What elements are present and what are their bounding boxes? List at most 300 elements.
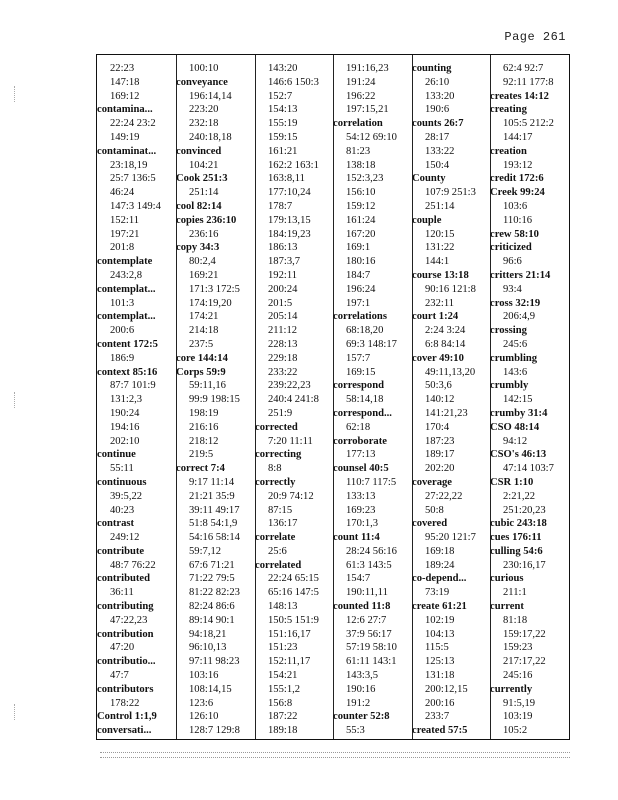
index-reference: 155:19 (268, 118, 298, 130)
index-term: context 85:16 (97, 366, 158, 378)
margin-mark (14, 86, 19, 102)
index-reference: 152:11 (110, 214, 140, 226)
index-reference: 90:16 121:8 (425, 283, 476, 295)
index-term: contributio... (97, 656, 156, 668)
index-reference: 150:4 (425, 159, 450, 171)
index-term: convinced (176, 145, 222, 157)
index-term: court 1:24 (412, 311, 459, 323)
index-reference: 154:13 (268, 104, 298, 116)
footer-rule (100, 752, 570, 753)
index-reference: 59:7,12 (189, 545, 222, 557)
index-term: created 57:5 (412, 725, 468, 737)
index-reference: 170:4 (425, 421, 450, 433)
index-term: crumbly (490, 380, 529, 392)
index-reference: 131:2,3 (110, 394, 143, 406)
index-reference: 126:10 (189, 711, 219, 723)
index-term: correct 7:4 (176, 463, 225, 475)
index-reference: 108:14,15 (189, 683, 232, 695)
footer-rule (100, 757, 570, 758)
index-term: contemplat... (97, 311, 156, 323)
index-reference: 179:13,15 (268, 214, 311, 226)
index-term: counting (412, 63, 452, 74)
index-reference: 186:13 (268, 242, 298, 254)
index-column-1 (97, 62, 176, 738)
index-reference: 80:2,4 (189, 256, 216, 268)
index-reference: 201:5 (268, 297, 293, 309)
index-term: curious (490, 573, 524, 585)
index-reference: 7:20 11:11 (268, 435, 313, 447)
index-term: contaminat... (97, 145, 157, 157)
index-reference: 55:11 (110, 463, 134, 475)
index-reference: 54:16 58:14 (189, 532, 240, 544)
index-term: counter 52:8 (333, 711, 390, 723)
index-term: current (490, 601, 524, 613)
index-reference: 110:7 117:5 (346, 476, 397, 488)
index-term: contrast (97, 518, 135, 530)
index-reference: 103:6 (503, 200, 528, 212)
index-term: culling 54:6 (490, 545, 543, 557)
index-reference: 110:16 (503, 214, 533, 226)
index-reference: 144:1 (425, 256, 450, 268)
index-column-4 (333, 62, 412, 738)
index-reference: 25:6 (268, 545, 287, 557)
index-term: criticized (490, 242, 532, 254)
index-reference: 178:7 (268, 200, 293, 212)
index-reference: 169:15 (346, 366, 376, 378)
index-reference: 92:11 177:8 (503, 76, 554, 88)
index-term: CSO's 46:13 (490, 449, 547, 461)
index-reference: 232:11 (425, 297, 455, 309)
index-reference: 87:15 (268, 504, 293, 516)
index-reference: 163:8,11 (268, 173, 305, 185)
index-reference: 156:10 (346, 187, 376, 199)
index-reference: 189:24 (425, 559, 455, 571)
index-reference: 96:10,13 (189, 642, 227, 654)
index-reference: 20:9 74:12 (268, 490, 314, 502)
index-term: Control 1:1,9 (97, 711, 157, 723)
margin-mark (14, 392, 19, 408)
index-term: correlations (333, 311, 387, 323)
index-reference: 94:18,21 (189, 628, 227, 640)
index-reference: 133:22 (425, 145, 455, 157)
index-reference: 189:18 (268, 725, 298, 737)
index-reference: 196:14,14 (189, 90, 232, 102)
index-reference: 169:1 (346, 242, 371, 254)
index-term: correctly (255, 476, 296, 488)
index-reference: 87:7 101:9 (110, 380, 156, 392)
index-reference: 81:23 (346, 145, 371, 157)
index-reference: 202:10 (110, 435, 140, 447)
index-reference: 197:21 (110, 228, 140, 240)
index-reference: 191:24 (346, 76, 376, 88)
index-reference: 198:19 (189, 407, 219, 419)
index-reference: 159:12 (346, 200, 376, 212)
index-reference: 240:18,18 (189, 131, 232, 143)
index-term: contribution (97, 628, 154, 640)
index-reference: 193:12 (503, 159, 533, 171)
index-reference: 171:3 172:5 (189, 283, 240, 295)
index-term: continue (97, 449, 136, 461)
index-reference: 73:19 (425, 587, 450, 599)
index-term: contributing (97, 601, 154, 613)
index-reference: 170:1,3 (346, 518, 379, 530)
index-term: credit 172:6 (490, 173, 544, 185)
index-reference: 61:11 143:1 (346, 656, 397, 668)
index-reference: 155:1,2 (268, 683, 301, 695)
index-reference: 47:7 (110, 670, 129, 682)
index-reference: 229:18 (268, 352, 298, 364)
index-reference: 214:18 (189, 325, 219, 337)
index-reference: 162:2 163:1 (268, 159, 319, 171)
index-term: corroborate (333, 435, 387, 447)
index-reference: 58:14,18 (346, 394, 384, 406)
index-reference: 37:9 56:17 (346, 628, 392, 640)
index-reference: 190:11,11 (346, 587, 388, 599)
index-term: continuous (97, 476, 147, 488)
index-reference: 128:7 129:8 (189, 725, 240, 737)
index-reference: 120:15 (425, 228, 455, 240)
index-term: CSO 48:14 (490, 421, 540, 433)
index-term: Creek 99:24 (490, 187, 545, 199)
index-reference: 148:13 (268, 601, 298, 613)
index-reference: 140:12 (425, 394, 455, 406)
index-reference: 243:2,8 (110, 269, 143, 281)
index-reference: 105:5 212:2 (503, 118, 554, 130)
index-column-6 (490, 62, 569, 738)
index-reference: 39:11 49:17 (189, 504, 240, 516)
index-reference: 49:11,13,20 (425, 366, 476, 378)
index-term: course 13:18 (412, 269, 469, 281)
index-reference: 101:3 (110, 297, 135, 309)
index-term: cross 32:19 (490, 297, 541, 309)
index-reference: 25:7 136:5 (110, 173, 156, 185)
index-reference: 146:6 150:3 (268, 76, 319, 88)
index-term: correlated (255, 559, 302, 571)
index-reference: 50:3,6 (425, 380, 452, 392)
index-term: Corps 59:9 (176, 366, 226, 378)
index-term: correspond (333, 380, 385, 392)
index-reference: 40:23 (110, 504, 135, 516)
index-reference: 91:5,19 (503, 697, 536, 709)
index-reference: 62:18 (346, 421, 371, 433)
index-reference: 103:16 (189, 670, 219, 682)
index-reference: 202:20 (425, 463, 455, 475)
index-term: copy 34:3 (176, 242, 220, 254)
index-reference: 144:17 (503, 131, 533, 143)
index-reference: 152:3,23 (346, 173, 384, 185)
index-reference: 191:16,23 (346, 63, 389, 74)
index-reference: 190:24 (110, 407, 140, 419)
index-reference: 143:6 (503, 366, 528, 378)
margin-mark (14, 704, 19, 720)
index-reference: 184:7 (346, 269, 371, 281)
word-index-table (96, 54, 570, 740)
index-term: conversati... (97, 725, 152, 737)
index-term: couple (412, 214, 442, 226)
index-reference: 68:18,20 (346, 325, 384, 337)
index-reference: 201:8 (110, 242, 135, 254)
index-reference: 150:5 151:9 (268, 614, 319, 626)
index-term: contemplate (97, 256, 153, 268)
index-reference: 94:12 (503, 435, 528, 447)
index-reference: 62:4 92:7 (503, 63, 544, 74)
index-reference: 184:19,23 (268, 228, 311, 240)
index-reference: 233:22 (268, 366, 298, 378)
index-reference: 223:20 (189, 104, 219, 116)
index-reference: 59:11,16 (189, 380, 226, 392)
index-reference: 251:20,23 (503, 504, 546, 516)
index-reference: 218:12 (189, 435, 219, 447)
index-reference: 133:20 (425, 90, 455, 102)
index-reference: 219:5 (189, 449, 214, 461)
index-reference: 47:22,23 (110, 614, 148, 626)
index-reference: 71:22 79:5 (189, 573, 235, 585)
index-term: cubic 243:18 (490, 518, 547, 530)
index-term: counsel 40:5 (333, 463, 389, 475)
index-reference: 123:6 (189, 697, 214, 709)
index-term: crew 58:10 (490, 228, 539, 240)
index-term: currently (490, 683, 533, 695)
index-reference: 156:8 (268, 697, 293, 709)
index-reference: 190:16 (346, 683, 376, 695)
index-reference: 236:16 (189, 228, 219, 240)
index-term: crossing (490, 325, 527, 337)
index-term: correlate (255, 532, 296, 544)
index-reference: 36:11 (110, 587, 134, 599)
index-reference: 197:15,21 (346, 104, 389, 116)
index-reference: 147:18 (110, 76, 140, 88)
index-reference: 12:6 27:7 (346, 614, 387, 626)
index-reference: 190:6 (425, 104, 450, 116)
index-reference: 154:21 (268, 670, 298, 682)
index-reference: 189:17 (425, 449, 455, 461)
index-reference: 187:3,7 (268, 256, 301, 268)
index-reference: 104:13 (425, 628, 455, 640)
index-reference: 159:23 (503, 642, 533, 654)
index-term: critters 21:14 (490, 269, 551, 281)
index-reference: 154:7 (346, 573, 371, 585)
index-reference: 28:24 56:16 (346, 545, 397, 557)
index-reference: 206:4,9 (503, 311, 536, 323)
index-reference: 23:18,19 (110, 159, 148, 171)
index-reference: 196:22 (346, 90, 376, 102)
index-reference: 200:16 (425, 697, 455, 709)
index-reference: 26:10 (425, 76, 450, 88)
index-reference: 169:18 (425, 545, 455, 557)
index-reference: 157:7 (346, 352, 371, 364)
index-reference: 143:20 (268, 63, 298, 74)
index-reference: 81:18 (503, 614, 528, 626)
index-reference: 151:23 (268, 642, 298, 654)
index-reference: 191:2 (346, 697, 371, 709)
index-term: count 11:4 (333, 532, 380, 544)
index-reference: 174:21 (189, 311, 219, 323)
index-reference: 9:17 11:14 (189, 476, 235, 488)
index-reference: 96:6 (503, 256, 522, 268)
index-reference: 2:24 3:24 (425, 325, 466, 337)
index-reference: 187:22 (268, 711, 298, 723)
index-reference: 2:21,22 (503, 490, 536, 502)
index-term: crumbling (490, 352, 538, 364)
index-reference: 57:19 58:10 (346, 642, 397, 654)
index-reference: 67:6 71:21 (189, 559, 235, 571)
index-reference: 186:9 (110, 352, 135, 364)
index-reference: 141:21,23 (425, 407, 468, 419)
index-reference: 99:9 198:15 (189, 394, 240, 406)
index-reference: 211:1 (503, 587, 527, 599)
index-reference: 249:12 (110, 532, 140, 544)
index-reference: 133:13 (346, 490, 376, 502)
index-reference: 100:10 (189, 63, 219, 74)
index-term: contamina... (97, 104, 153, 116)
index-reference: 149:19 (110, 131, 140, 143)
index-reference: 174:19,20 (189, 297, 232, 309)
index-reference: 65:16 147:5 (268, 587, 319, 599)
index-reference: 81:22 82:23 (189, 587, 240, 599)
index-term: contributors (97, 683, 154, 695)
index-reference: 152:11,17 (268, 656, 311, 668)
index-reference: 50:8 (425, 504, 444, 516)
index-reference: 54:12 69:10 (346, 131, 397, 143)
index-reference: 159:15 (268, 131, 298, 143)
index-reference: 169:21 (189, 269, 219, 281)
index-reference: 89:14 90:1 (189, 614, 235, 626)
index-term: covered (412, 518, 448, 530)
index-term: core 144:14 (176, 352, 228, 364)
index-reference: 47:14 103:7 (503, 463, 554, 475)
index-reference: 107:9 251:3 (425, 187, 476, 199)
index-reference: 251:14 (425, 200, 455, 212)
index-reference: 245:6 (503, 338, 528, 350)
index-reference: 95:20 121:7 (425, 532, 476, 544)
index-reference: 28:17 (425, 131, 450, 143)
index-reference: 8:8 (268, 463, 282, 475)
index-term: correlation (333, 118, 383, 130)
index-reference: 138:18 (346, 159, 376, 171)
index-column-5 (412, 62, 491, 738)
index-reference: 22:23 (110, 63, 135, 74)
index-reference: 205:14 (268, 311, 298, 323)
index-reference: 151:16,17 (268, 628, 311, 640)
index-term: corrected (255, 421, 298, 433)
index-term: contemplat... (97, 283, 156, 295)
index-term: crumby 31:4 (490, 407, 548, 419)
index-reference: 142:15 (503, 394, 533, 406)
index-term: co-depend... (412, 573, 467, 585)
index-term: creation (490, 145, 527, 157)
index-reference: 228:13 (268, 338, 298, 350)
index-reference: 82:24 86:6 (189, 601, 235, 613)
index-reference: 136:17 (268, 518, 298, 530)
index-reference: 200:24 (268, 283, 298, 295)
index-term: contributed (97, 573, 150, 585)
index-reference: 115:5 (425, 642, 449, 654)
index-term: create 61:21 (412, 601, 467, 613)
index-term: counted 11:8 (333, 601, 391, 613)
index-reference: 169:23 (346, 504, 376, 516)
index-reference: 69:3 148:17 (346, 338, 397, 350)
index-reference: 22:24 65:15 (268, 573, 319, 585)
index-reference: 178:22 (110, 697, 140, 709)
index-reference: 105:2 (503, 725, 528, 737)
index-reference: 102:19 (425, 614, 455, 626)
index-term: cues 176:11 (490, 532, 542, 544)
index-reference: 161:24 (346, 214, 376, 226)
index-reference: 233:7 (425, 711, 450, 723)
index-reference: 217:17,22 (503, 656, 546, 668)
index-reference: 251:9 (268, 407, 293, 419)
index-reference: 200:6 (110, 325, 135, 337)
index-term: creates 14:12 (490, 90, 549, 102)
index-reference: 197:1 (346, 297, 371, 309)
index-reference: 240:4 241:8 (268, 394, 319, 406)
index-reference: 192:11 (268, 269, 298, 281)
index-reference: 152:7 (268, 90, 293, 102)
index-reference: 131:22 (425, 242, 455, 254)
index-reference: 125:13 (425, 656, 455, 668)
index-term: cover 49:10 (412, 352, 464, 364)
index-reference: 200:12,15 (425, 683, 468, 695)
index-reference: 211:12 (268, 325, 298, 337)
index-reference: 97:11 98:23 (189, 656, 240, 668)
index-reference: 21:21 35:9 (189, 490, 235, 502)
index-reference: 159:17,22 (503, 628, 546, 640)
index-reference: 47:20 (110, 642, 135, 654)
index-reference: 245:16 (503, 670, 533, 682)
index-reference: 51:8 54:1,9 (189, 518, 238, 530)
index-term: counts 26:7 (412, 118, 464, 130)
index-reference: 187:23 (425, 435, 455, 447)
index-reference: 239:22,23 (268, 380, 311, 392)
index-reference: 143:3,5 (346, 670, 379, 682)
index-reference: 147:3 149:4 (110, 200, 161, 212)
index-term: copies 236:10 (176, 214, 237, 226)
index-reference: 27:22,22 (425, 490, 463, 502)
index-reference: 180:16 (346, 256, 376, 268)
index-term: cool 82:14 (176, 200, 222, 212)
index-reference: 237:5 (189, 338, 214, 350)
index-term: content 172:5 (97, 338, 158, 350)
index-reference: 61:3 143:5 (346, 559, 392, 571)
index-reference: 103:19 (503, 711, 533, 723)
index-reference: 177:10,24 (268, 187, 311, 199)
index-term: CSR 1:10 (490, 476, 534, 488)
index-reference: 169:12 (110, 90, 140, 102)
index-column-2 (176, 62, 255, 738)
index-reference: 131:18 (425, 670, 455, 682)
index-reference: 194:16 (110, 421, 140, 433)
index-reference: 48:7 76:22 (110, 559, 156, 571)
index-reference: 167:20 (346, 228, 376, 240)
index-reference: 93:4 (503, 283, 522, 295)
index-reference: 6:8 84:14 (425, 338, 466, 350)
index-reference: 251:14 (189, 187, 219, 199)
index-term: correcting (255, 449, 302, 461)
index-term: contribute (97, 545, 145, 557)
index-term: correspond... (333, 407, 392, 419)
index-term: conveyance (176, 76, 228, 88)
index-reference: 55:3 (346, 725, 365, 737)
page-number: Page 261 (504, 30, 566, 44)
index-reference: 39:5,22 (110, 490, 143, 502)
index-column-3 (255, 62, 334, 738)
index-reference: 22:24 23:2 (110, 118, 156, 130)
index-term: creating (490, 104, 527, 116)
index-reference: 161:21 (268, 145, 298, 157)
index-reference: 104:21 (189, 159, 219, 171)
index-term: Cook 251:3 (176, 173, 228, 185)
index-reference: 232:18 (189, 118, 219, 130)
